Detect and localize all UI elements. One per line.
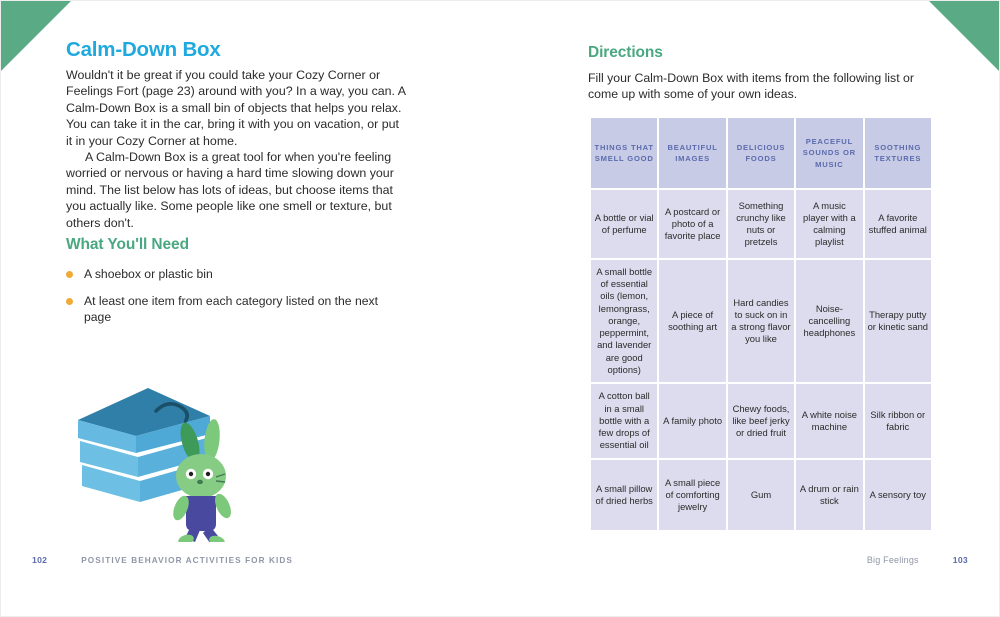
bunny-pupil-right — [206, 472, 210, 476]
what-youll-need-list — [66, 266, 386, 337]
directions-text: Fill your Calm-Down Box with items from the following list or come up with some of your own ideas. — [588, 71, 914, 102]
bunny-body-outfit — [186, 496, 216, 531]
directions-heading: Directions — [588, 44, 663, 61]
table-row — [591, 460, 931, 530]
table-cell: A small bottle of essential oils (lemon, lemongrass, orange, peppermint, and lavender are good options) — [591, 260, 657, 382]
right-page-footer — [867, 555, 968, 595]
table-cell: A small pillow of dried herbs — [591, 460, 657, 530]
bunny-nose — [197, 480, 203, 484]
bullet-dot-icon — [66, 298, 73, 305]
column-header-smell: THINGS THAT SMELL GOOD — [591, 118, 657, 188]
table-body — [591, 190, 931, 530]
calm-down-box-with-bunny-illustration — [60, 378, 256, 542]
directions-body-copy — [588, 70, 938, 103]
table-row — [591, 384, 931, 458]
table-cell: A family photo — [659, 384, 725, 458]
chapter-running-head: Big Feelings — [866, 555, 919, 565]
page-number: 102 — [32, 555, 48, 565]
bunny-pupil-left — [189, 472, 193, 476]
what-youll-need-heading: What You'll Need — [66, 236, 189, 253]
table-cell: A small piece of comforting jewelry — [659, 460, 725, 530]
table-cell: A music player with a calming playlist — [796, 190, 862, 258]
column-header-images: BEAUTIFUL IMAGES — [659, 118, 725, 188]
list-item-label: A shoebox or plastic bin — [84, 267, 213, 281]
page-number: 103 — [952, 555, 968, 565]
column-header-textures: SOOTHING TEXTURES — [865, 118, 931, 188]
intro-paragraph-1: Wouldn't it be great if you could take your Cozy Corner or Feelings Fort (page 23) around with you? In a way, you can. A Calm-Down Box is a small bin of objects that helps you relax. You can take it in the car, bring it with you on vacation, or put it in your Cozy Corner at home. — [66, 68, 406, 148]
table-header-row — [591, 118, 931, 188]
table-cell: Noise-cancelling headphones — [796, 260, 862, 382]
table-cell: A bottle or vial of perfume — [591, 190, 657, 258]
table-cell: A white noise machine — [796, 384, 862, 458]
table-cell: Chewy foods, like beef jerky or dried fruit — [728, 384, 794, 458]
intro-paragraph-2: A Calm-Down Box is a great tool for when you're feeling worried or nervous or having a hard time slowing down your mind. The list below has lots of ideas, but choose items that you actually like. Some people like one smell or texture, but others don't. — [66, 150, 394, 230]
table-cell: A sensory toy — [865, 460, 931, 530]
corner-triangle-decoration — [928, 0, 1000, 72]
bullet-dot-icon — [66, 271, 73, 278]
list-item — [66, 266, 386, 282]
table-row — [591, 260, 931, 382]
calm-down-items-table — [589, 116, 933, 532]
page-title: Calm-Down Box — [66, 38, 221, 61]
table-cell: Silk ribbon or fabric — [865, 384, 931, 458]
list-item-label: At least one item from each category listed on the next page — [84, 294, 379, 325]
table-cell: Hard candies to suck on in a strong flavor you like — [728, 260, 794, 382]
corner-triangle-decoration — [0, 0, 72, 72]
column-header-sounds: PEACEFUL SOUNDS OR MUSIC — [796, 118, 862, 188]
table-row — [591, 190, 931, 258]
table-cell: A cotton ball in a small bottle with a few drops of essential oil — [591, 384, 657, 458]
table-cell: A postcard or photo of a favorite place — [659, 190, 725, 258]
left-page-footer — [32, 555, 293, 595]
table-cell: Something crunchy like nuts or pretzels — [728, 190, 794, 258]
column-header-foods: DELICIOUS FOODS — [728, 118, 794, 188]
intro-body-copy — [66, 67, 408, 231]
table-cell: Therapy putty or kinetic sand — [865, 260, 931, 382]
table-cell: A favorite stuffed animal — [865, 190, 931, 258]
table-cell: A drum or rain stick — [796, 460, 862, 530]
list-item — [66, 293, 386, 325]
book-title-running-head: POSITIVE BEHAVIOR ACTIVITIES FOR KIDS — [81, 556, 293, 565]
table-cell: Gum — [728, 460, 794, 530]
table-header — [591, 118, 931, 188]
table-cell: A piece of soothing art — [659, 260, 725, 382]
